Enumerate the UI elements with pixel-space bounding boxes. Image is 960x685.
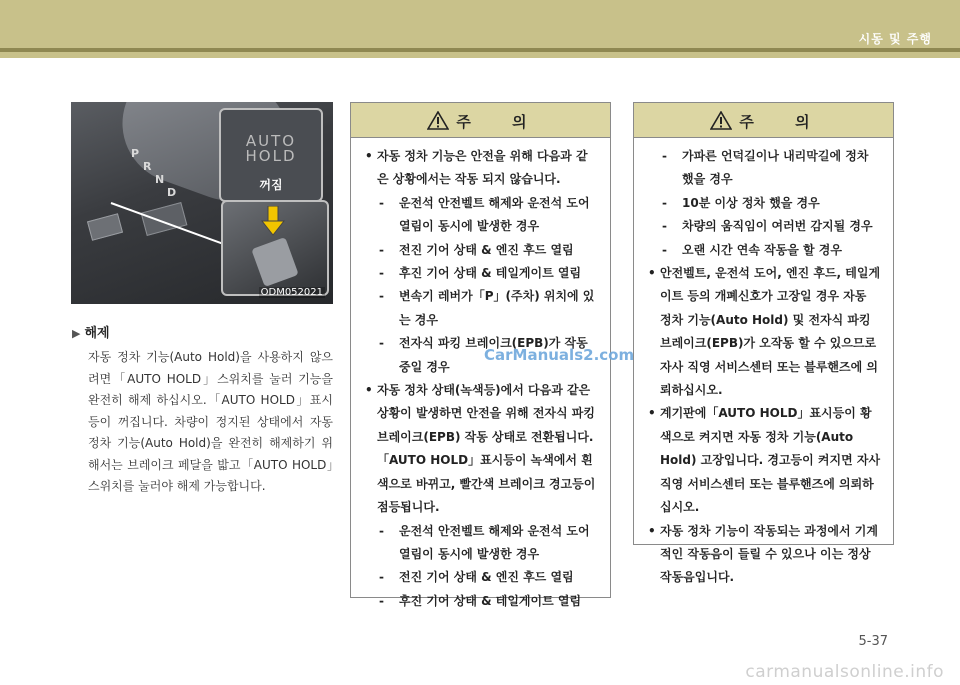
auto-hold-indicator-inset xyxy=(219,108,323,202)
caution-sub-item: - 운전석 안전벨트 해제와 운전석 도어 열림이 동시에 발생한 경우 xyxy=(399,520,599,567)
caution-header xyxy=(634,103,893,138)
gear-letter-r: R xyxy=(143,160,152,173)
release-body: 자동 정차 기능(Auto Hold)을 사용하지 않으려면「AUTO HOLD」스위치를 눌러 기능을 완전히 해제 하십시오.「AUTO HOLD」표시등이 꺼집니다. 차량이 정지된 상태에서 자동 정차 기능(Auto Hold)을 완전히 해제하기 위해서는 브레이크 페달을 밟고「AUTO HOLD」스위치를 눌러야 해제 가능합니다. xyxy=(88,350,333,493)
caution-sub-item: - 후진 기어 상태 & 테일게이트 열림 xyxy=(399,590,599,613)
auto-hold-switch-photo xyxy=(71,102,333,304)
caution-list xyxy=(377,145,599,613)
caution-sub-item: - 차량의 움직임이 여러번 감지될 경우 xyxy=(682,215,882,238)
auto-hold-indicator-text: AUTO HOLD xyxy=(245,132,297,165)
image-code: ODM052021 xyxy=(260,287,323,298)
caution-sub-item: - 전진 기어 상태 & 엔진 후드 열림 xyxy=(399,239,599,262)
caution-title: 주 의 xyxy=(739,113,828,131)
release-heading-text: 해제 xyxy=(84,326,110,341)
header-rule xyxy=(0,48,960,52)
header-band xyxy=(0,0,960,58)
watermark: CarManuals2.com xyxy=(484,346,635,364)
console-switch xyxy=(141,202,188,236)
caution-sub-item: - 변속기 레버가「P」(주차) 위치에 있는 경우 xyxy=(399,285,599,332)
caution-bullet-item: • 자동 정차 상태(녹색등)에서 다음과 같은 상황이 발생하면 안전을 위해 전자식 파킹 브레이크(EPB) 작동 상태로 전환됩니다.「AUTO HOLD」표시등이 녹색에서 흰색으로 바뀌고, 빨간색 브레이크 경고등이 점등됩니다. xyxy=(377,379,599,519)
console-switch xyxy=(87,213,123,241)
caution-sub-item: - 오랜 시간 연속 작동을 할 경우 xyxy=(682,239,882,262)
caution-bullet-item: • 자동 정차 기능이 작동되는 과정에서 기계적인 작동음이 들릴 수 있으나 이는 정상 작동음입니다. xyxy=(660,520,882,590)
caution-bullet-item: • 안전벨트, 운전석 도어, 엔진 후드, 테일게이트 등의 개폐신호가 고장일 경우 자동 정차 기능(Auto Hold) 및 전자식 파킹 브레이크(EPB)가 오작동 할 수 있으므로 자사 직영 서비스센터 또는 블루핸즈에 의뢰하십시오. xyxy=(660,262,882,402)
press-arrow-icon xyxy=(261,206,285,236)
caution-sub-item: - 전진 기어 상태 & 엔진 후드 열림 xyxy=(399,566,599,589)
release-heading xyxy=(72,322,110,341)
auto-hold-button xyxy=(251,237,299,287)
caution-bullet-item: • 자동 정차 기능은 안전을 위해 다음과 같은 상황에서는 작동 되지 않습니다. xyxy=(377,145,599,192)
triangle-bullet-icon: ▶ xyxy=(72,327,81,340)
caution-sub-item: - 후진 기어 상태 & 테일게이트 열림 xyxy=(399,262,599,285)
caution-list xyxy=(660,145,882,590)
caution-sub-item: - 전자식 파킹 브레이크(EPB)가 작동 중일 경우 xyxy=(399,332,599,379)
caution-sub-item: - 운전석 안전벨트 해제와 운전석 도어 열림이 동시에 발생한 경우 xyxy=(399,192,599,239)
caution-bullet-item: • 계기판에「AUTO HOLD」표시등이 황색으로 켜지면 자동 정차 기능(Auto Hold) 고장입니다. 경고등이 켜지면 자사 직영 서비스센터 또는 블루핸즈에 의뢰하십시오. xyxy=(660,402,882,519)
caution-header xyxy=(351,103,610,138)
caution-title: 주 의 xyxy=(456,113,545,131)
page-number: 5-37 xyxy=(858,634,888,649)
caution-box-right xyxy=(633,102,894,585)
gear-letter-n: N xyxy=(155,173,165,186)
indicator-state-label: 꺼짐 xyxy=(259,178,283,192)
caution-sub-item: - 가파른 언덕길이나 내리막길에 정차 했을 경우 xyxy=(682,145,882,192)
gear-letter-d: D xyxy=(167,186,177,199)
footer-watermark: carmanualsonline.info xyxy=(745,662,944,682)
caution-sub-item: - 10분 이상 정차 했을 경우 xyxy=(682,192,882,215)
gear-letter-p: P xyxy=(131,147,140,160)
section-title: 시동 및 주행 xyxy=(858,32,932,46)
